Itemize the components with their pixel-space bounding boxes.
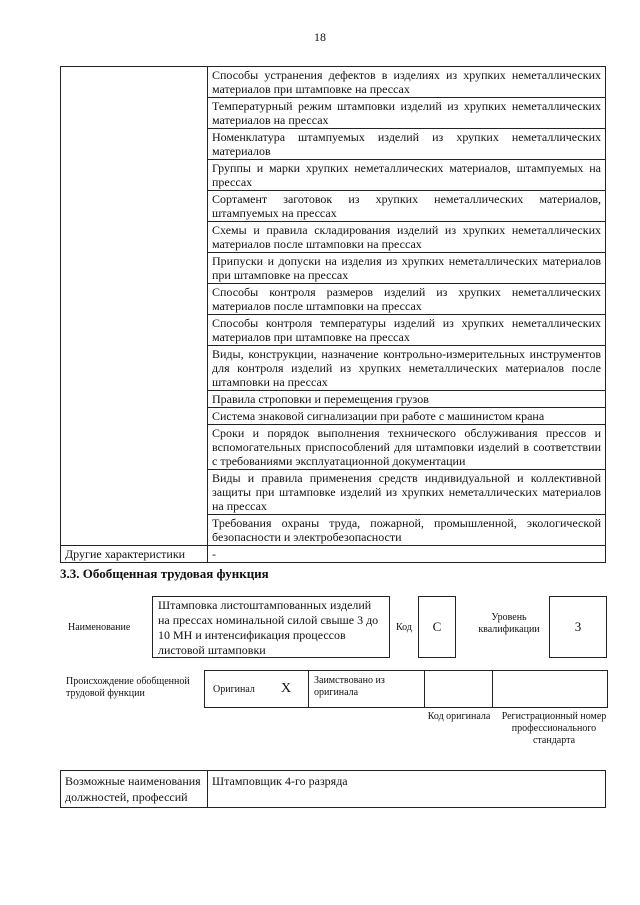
knowledge-row (61, 67, 606, 98)
knowledge-item: Сроки и порядок выполнения технического обслуживания прессов и вспомогательных приспособлений для штамповки изделий в соответствии с требованиями эксплуатационной документации (208, 425, 606, 470)
knowledge-item: Сортамент заготовок из хрупких неметаллических материалов, штампуемых на прессах (208, 191, 606, 222)
level-label: Уровень квалификации (478, 612, 540, 635)
jobs-table (60, 770, 606, 808)
other-characteristics-row (61, 546, 606, 563)
code-original-caption: Код оригинала (427, 711, 491, 722)
knowledge-left-cell (61, 67, 208, 546)
borrowed-cell (309, 671, 425, 707)
knowledge-item: Система знаковой сигнализации при работе с машинистом крана (208, 408, 606, 425)
page-number: 18 (314, 30, 326, 44)
name-label: Наименование (68, 622, 131, 633)
knowledge-item: Виды, конструкции, назначение контрольно-измерительных инструментов для контроля изделий из хрупких неметаллических материалов после штамповки на прессах (208, 346, 606, 391)
code-label: Код (396, 622, 412, 633)
original-mark: X (281, 681, 292, 696)
knowledge-item: Группы и марки хрупких неметаллических материалов, штампуемых на прессах (208, 160, 606, 191)
knowledge-item: Способы устранения дефектов в изделиях из хрупких неметаллических материалов при штамповке на прессах (208, 67, 606, 98)
gtf-name-value: Штамповка листоштампованных изделий на прессах номинальной силой свыше 3 до 10 МН и интенсификация процессов листовой штамповки (152, 596, 390, 658)
knowledge-item: Номенклатура штампуемых изделий из хрупких неметаллических материалов (208, 129, 606, 160)
knowledge-item: Температурный режим штамповки изделий из хрупких неметаллических материалов на прессах (208, 98, 606, 129)
knowledge-table (60, 66, 606, 563)
gtf-level-value: 3 (549, 596, 607, 658)
original-cell (205, 671, 309, 707)
gtf-code-value: С (418, 596, 456, 658)
knowledge-item: Правила строповки и перемещения грузов (208, 391, 606, 408)
code-original-cell (425, 671, 493, 707)
jobs-value: Штамповщик 4-го разряда (208, 771, 606, 808)
reg-number-caption: Регистрационный номер профессионального стандарта (501, 711, 607, 746)
origin-label: Происхождение обобщенной трудовой функции (66, 676, 190, 699)
original-label: Оригинал (213, 684, 255, 695)
other-characteristics-label: Другие характеристики (61, 546, 208, 563)
knowledge-item: Припуски и допуски на изделия из хрупких неметаллических материалов при штамповке на прессах (208, 253, 606, 284)
jobs-label: Возможные наименования должностей, профессий (61, 771, 208, 808)
knowledge-item: Способы контроля температуры изделий из хрупких неметаллических материалов при штамповке на прессах (208, 315, 606, 346)
knowledge-item: Способы контроля размеров изделий из хрупких неметаллических материалов после штамповки на прессах (208, 284, 606, 315)
knowledge-item: Требования охраны труда, пожарной, промышленной, экологической безопасности и электробезопасности (208, 515, 606, 546)
borrowed-label: Заимствовано из оригинала (314, 675, 385, 698)
section-title: 3.3. Обобщенная трудовая функция (60, 566, 269, 581)
knowledge-item: Схемы и правила складирования изделий из хрупких неметаллических материалов после штамповки на прессах (208, 222, 606, 253)
other-characteristics-value: - (208, 546, 606, 563)
origin-row (204, 670, 608, 708)
knowledge-item: Виды и правила применения средств индивидуальной и коллективной защиты при штамповке изделий из хрупких неметаллических материалов на прессах (208, 470, 606, 515)
